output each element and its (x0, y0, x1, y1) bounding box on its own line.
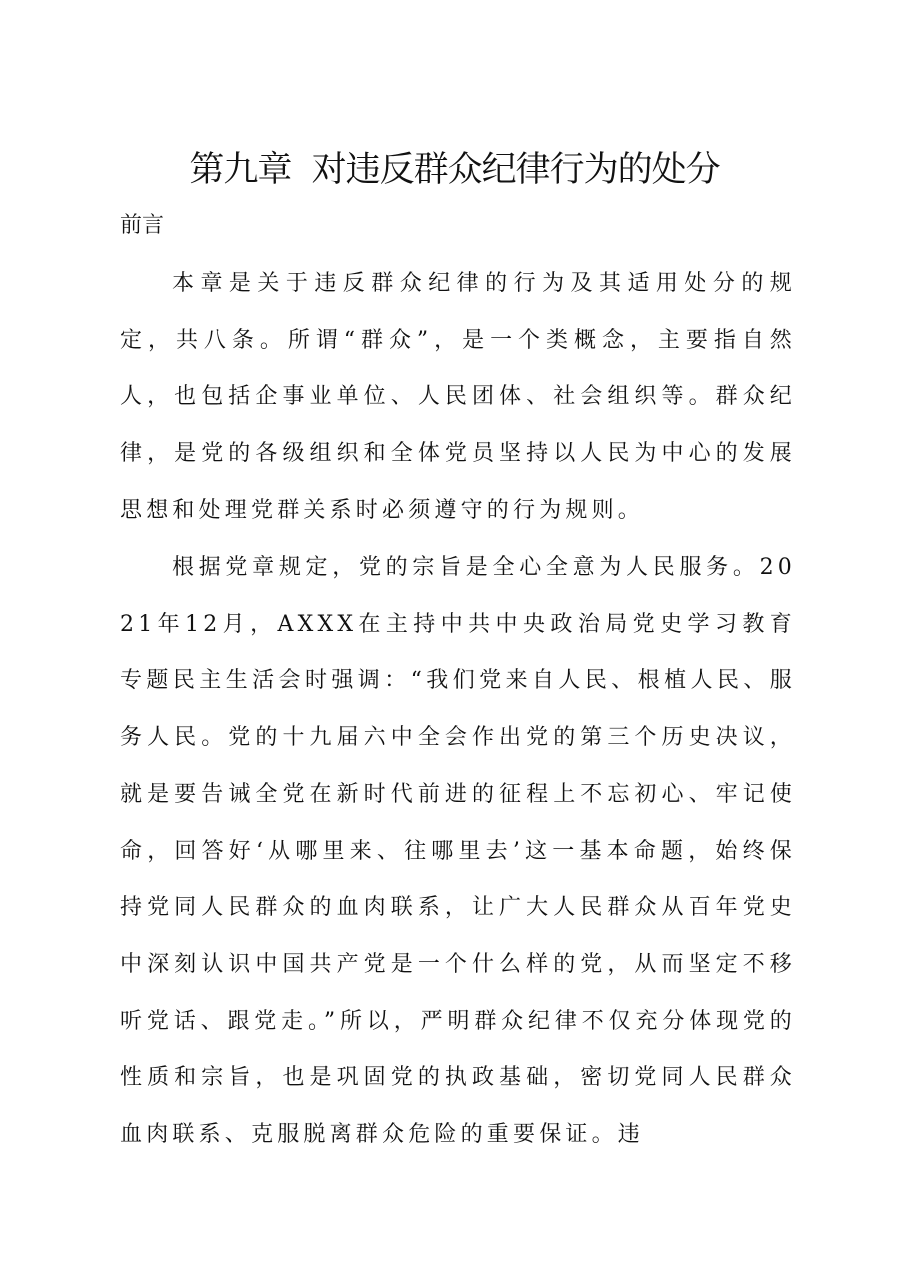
chapter-title: 第九章 对违反群众纪律行为的处分 (189, 150, 720, 190)
paragraph-party-constitution: 根据党章规定，党的宗旨是全心全意为人民服务。2021年12月，AXXX在主持中共中央政治局党史学习教育专题民主生活会时强调：“我们党来自人民、根植人民、服务人民。党的十九届六中全会作出党的第三个历史决议，就是要告诫全党在新时代前进的征程上不忘初心、牢记使命，回答好‘从哪里来、往哪里去’这一基本命题，始终保持党同人民群众的血肉联系，让广大人民群众从百年党史中深刻认识中国共产党是一个什么样的党，从而坚定不移听党话、跟党走。”所以，严明群众纪律不仅充分体现党的性质和宗旨，也是巩固党的执政基础，密切党同人民群众血肉联系、克服脱离群众危险的重要保证。违 (120, 555, 796, 1148)
paragraph-intro: 本章是关于违反群众纪律的行为及其适用处分的规定，共八条。所谓“群众”，是一个类概念，主要指自然人，也包括企事业单位、人民团体、社会组织等。群众纪律，是党的各级组织和全体党员坚持以人民为中心的发展思想和处理党群关系时必须遵守的行为规则。 (120, 271, 796, 523)
section-heading-preface: 前言 (120, 213, 165, 238)
